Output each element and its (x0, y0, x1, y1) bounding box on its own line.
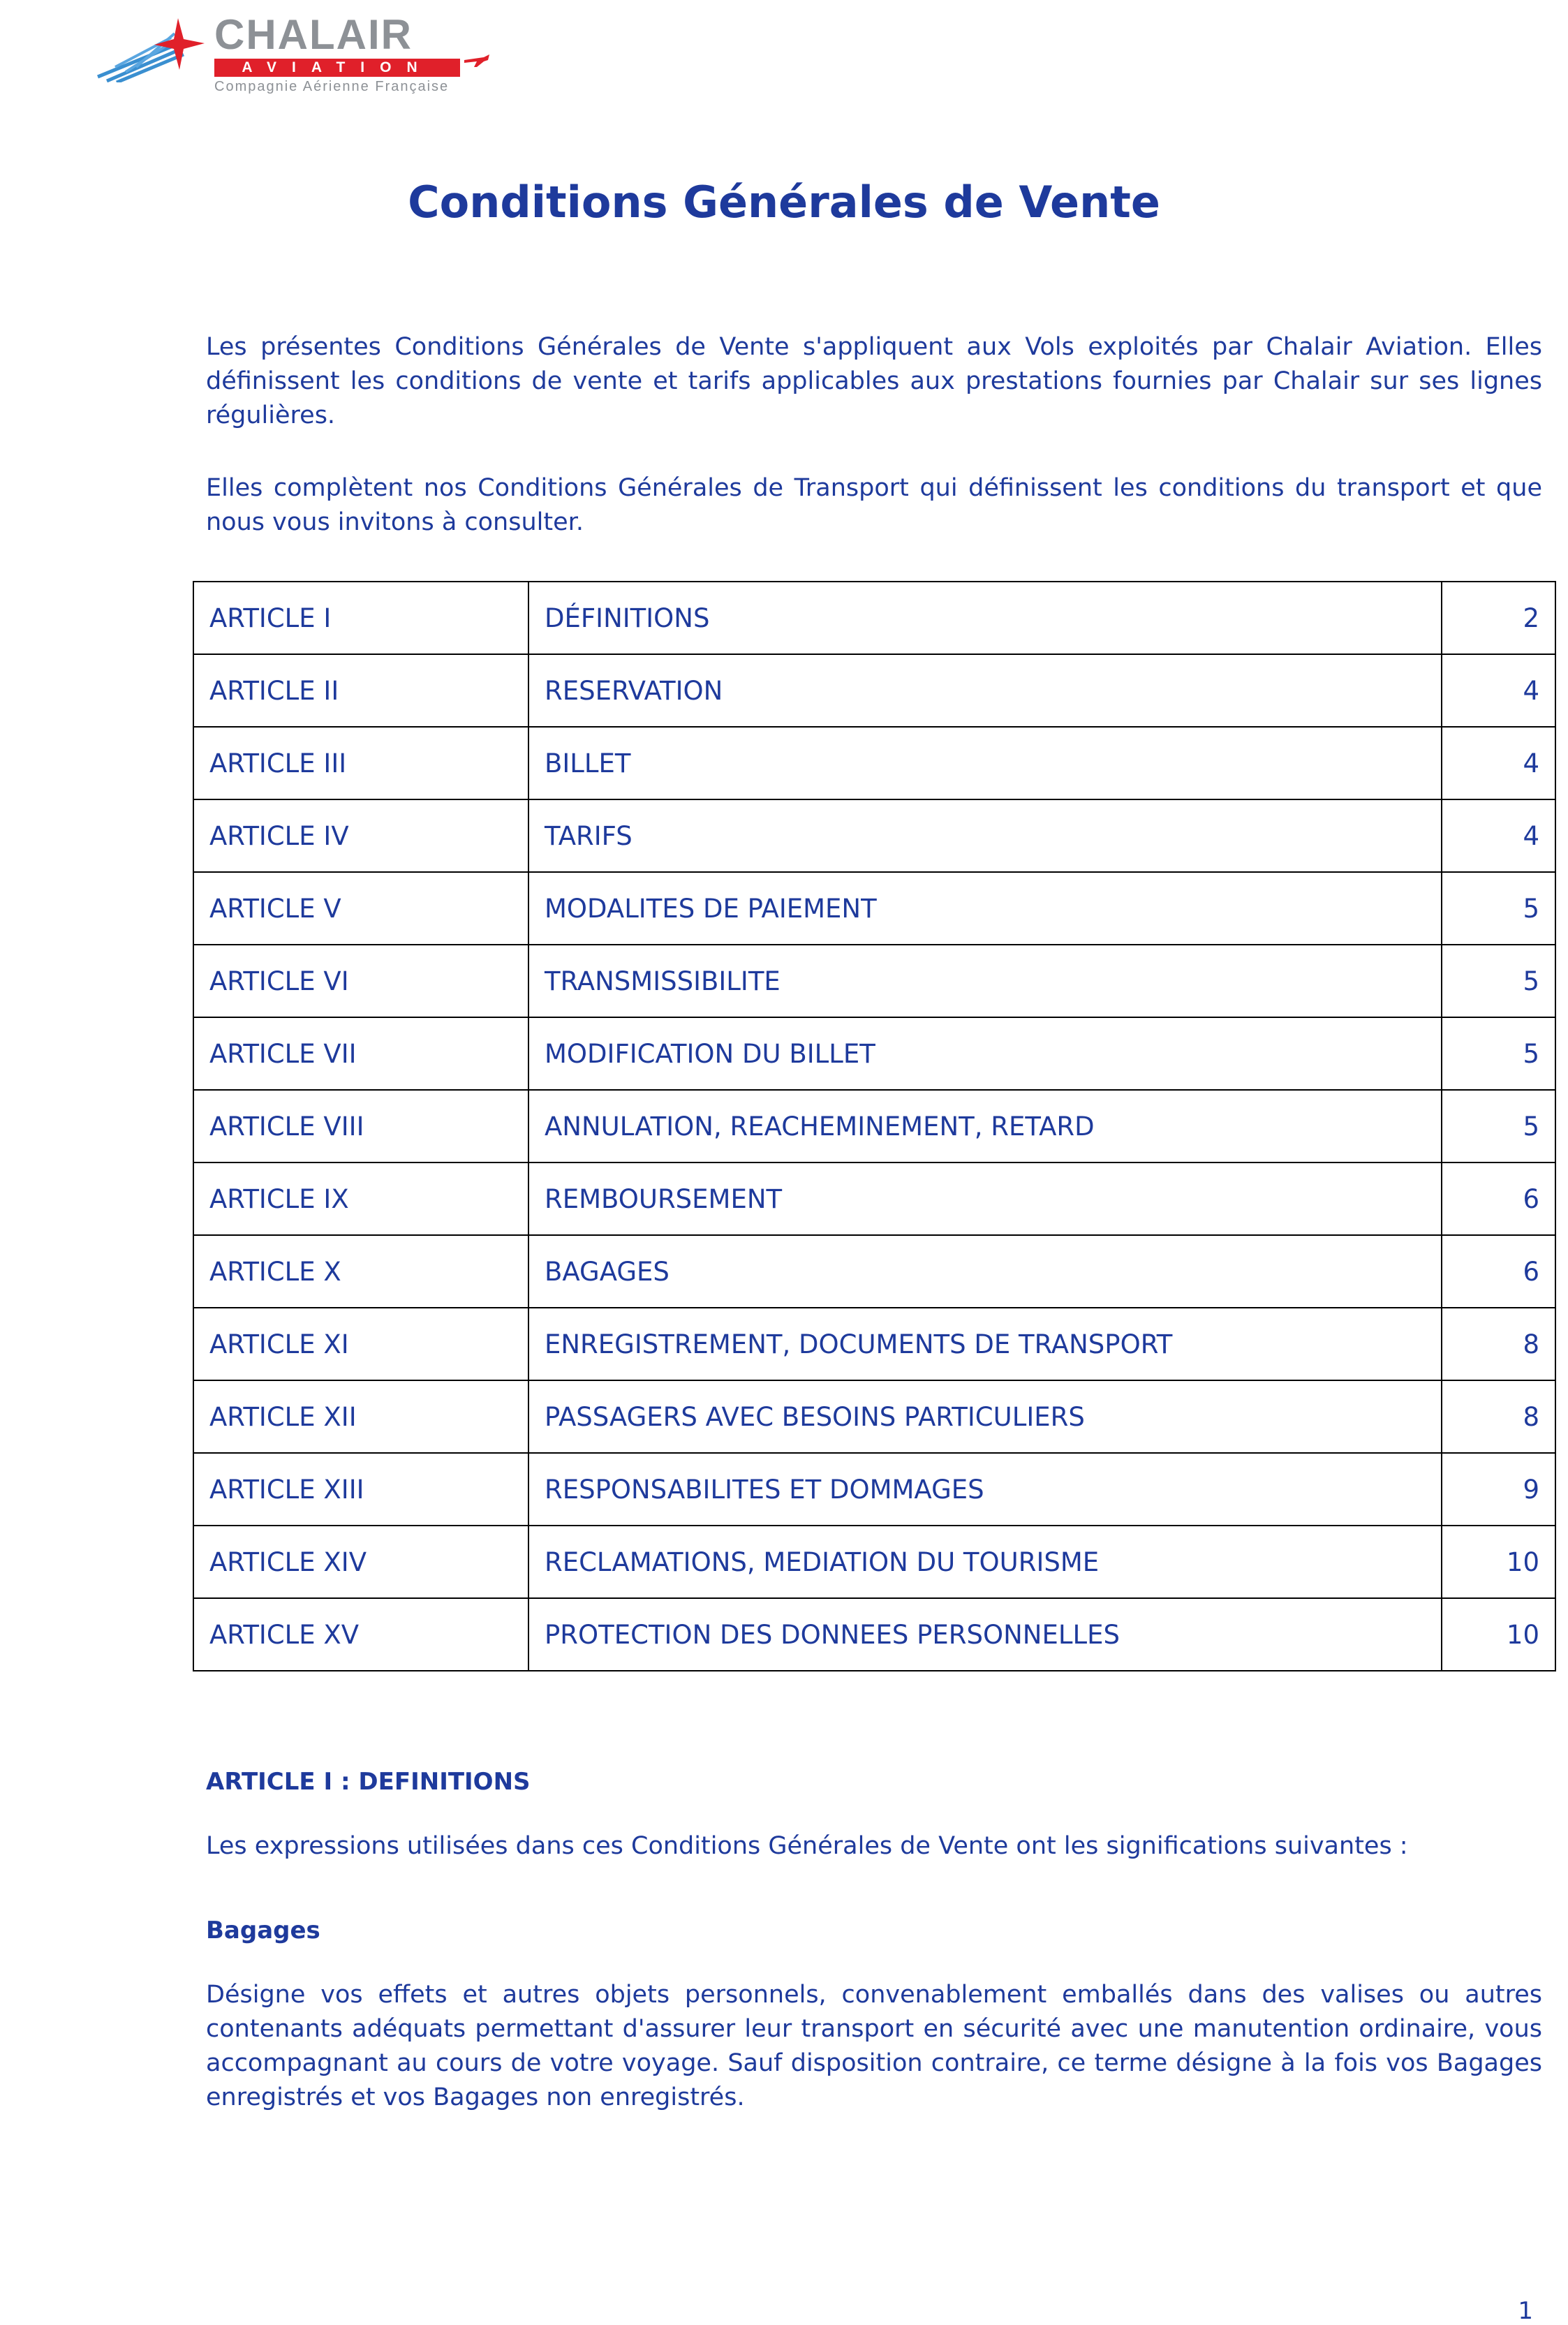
toc-article: ARTICLE XIII (193, 1453, 528, 1526)
section-heading: ARTICLE I : DEFINITIONS (206, 1768, 531, 1796)
toc-title: TRANSMISSIBILITE (528, 945, 1442, 1017)
toc-row (193, 1090, 1555, 1162)
toc-row (193, 872, 1555, 945)
toc-title: PASSAGERS AVEC BESOINS PARTICULIERS (528, 1380, 1442, 1453)
toc-page: 6 (1442, 1235, 1555, 1308)
toc-page: 5 (1442, 1017, 1555, 1090)
toc-article: ARTICLE VI (193, 945, 528, 1017)
toc-title: BAGAGES (528, 1235, 1442, 1308)
toc-title: RESERVATION (528, 654, 1442, 727)
toc-row (193, 1308, 1555, 1380)
toc-page: 10 (1442, 1526, 1555, 1598)
toc-page: 5 (1442, 945, 1555, 1017)
toc-page: 4 (1442, 727, 1555, 799)
toc-row (193, 727, 1555, 799)
toc-article: ARTICLE II (193, 654, 528, 727)
toc-page: 4 (1442, 799, 1555, 872)
toc-page: 5 (1442, 872, 1555, 945)
toc-row (193, 1162, 1555, 1235)
star-logo-icon (94, 13, 213, 82)
logo-aviation-bar: AVIATION (214, 59, 460, 77)
toc-row (193, 582, 1555, 654)
toc-row (193, 654, 1555, 727)
toc-title: ANNULATION, REACHEMINEMENT, RETARD (528, 1090, 1442, 1162)
toc-article: ARTICLE XV (193, 1598, 528, 1671)
toc-row (193, 1453, 1555, 1526)
term-heading: Bagages (206, 1917, 320, 1944)
toc-page: 8 (1442, 1308, 1555, 1380)
airplane-icon (463, 50, 491, 68)
toc-title: BILLET (528, 727, 1442, 799)
toc-row (193, 799, 1555, 872)
toc-title: MODIFICATION DU BILLET (528, 1017, 1442, 1090)
toc-article: ARTICLE V (193, 872, 528, 945)
toc-article: ARTICLE VII (193, 1017, 528, 1090)
toc-page: 4 (1442, 654, 1555, 727)
toc-title: ENREGISTREMENT, DOCUMENTS DE TRANSPORT (528, 1308, 1442, 1380)
section-intro: Les expressions utilisées dans ces Conditions Générales de Vente ont les significations suivantes : (206, 1832, 1408, 1860)
logo-wordmark: CHALAIR (214, 11, 413, 58)
intro-paragraph-1: Les présentes Conditions Générales de Vente s'appliquent aux Vols exploités par Chalair Aviation. Elles définissent les conditions de vente et tarifs applicables aux prestations fournies par Chalair sur ses lignes régulières. (206, 333, 1542, 429)
toc-row (193, 1598, 1555, 1671)
toc-title: TARIFS (528, 799, 1442, 872)
intro-paragraph-2: Elles complètent nos Conditions Générales de Transport qui définissent les conditions du transport et que nous vous invitons à consulter. (206, 474, 1542, 536)
toc-title: RECLAMATIONS, MEDIATION DU TOURISME (528, 1526, 1442, 1598)
toc-page: 2 (1442, 582, 1555, 654)
toc-article: ARTICLE XII (193, 1380, 528, 1453)
page-number: 1 (1518, 2297, 1533, 2325)
toc-article: ARTICLE IV (193, 799, 528, 872)
toc-article: ARTICLE XI (193, 1308, 528, 1380)
term-definition: Désigne vos effets et autres objets personnels, convenablement emballés dans des valises ou autres contenants adéquats permettant d'assurer leur transport en sécurité avec une manutention ordinaire, vous accompagnant au cours de votre voyage. Sauf disposition contraire, ce terme désigne à la fois vos Bagages enregistrés et vos Bagages non enregistrés. (206, 1981, 1542, 2111)
toc-row (193, 1526, 1555, 1598)
logo-tagline: Compagnie Aérienne Française (214, 79, 450, 94)
toc-page: 8 (1442, 1380, 1555, 1453)
toc-article: ARTICLE III (193, 727, 528, 799)
toc-page: 6 (1442, 1162, 1555, 1235)
toc-article: ARTICLE IX (193, 1162, 528, 1235)
table-of-contents (193, 581, 1556, 1671)
toc-article: ARTICLE XIV (193, 1526, 528, 1598)
toc-title: REMBOURSEMENT (528, 1162, 1442, 1235)
toc-row (193, 1235, 1555, 1308)
toc-row (193, 945, 1555, 1017)
toc-title: DÉFINITIONS (528, 582, 1442, 654)
toc-article: ARTICLE VIII (193, 1090, 528, 1162)
toc-page: 9 (1442, 1453, 1555, 1526)
toc-page: 10 (1442, 1598, 1555, 1671)
company-logo (94, 13, 499, 100)
toc-row (193, 1380, 1555, 1453)
toc-article: ARTICLE I (193, 582, 528, 654)
page-title: Conditions Générales de Vente (408, 177, 1160, 228)
toc-title: RESPONSABILITES ET DOMMAGES (528, 1453, 1442, 1526)
toc-title: MODALITES DE PAIEMENT (528, 872, 1442, 945)
toc-title: PROTECTION DES DONNEES PERSONNELLES (528, 1598, 1442, 1671)
toc-article: ARTICLE X (193, 1235, 528, 1308)
toc-page: 5 (1442, 1090, 1555, 1162)
toc-row (193, 1017, 1555, 1090)
